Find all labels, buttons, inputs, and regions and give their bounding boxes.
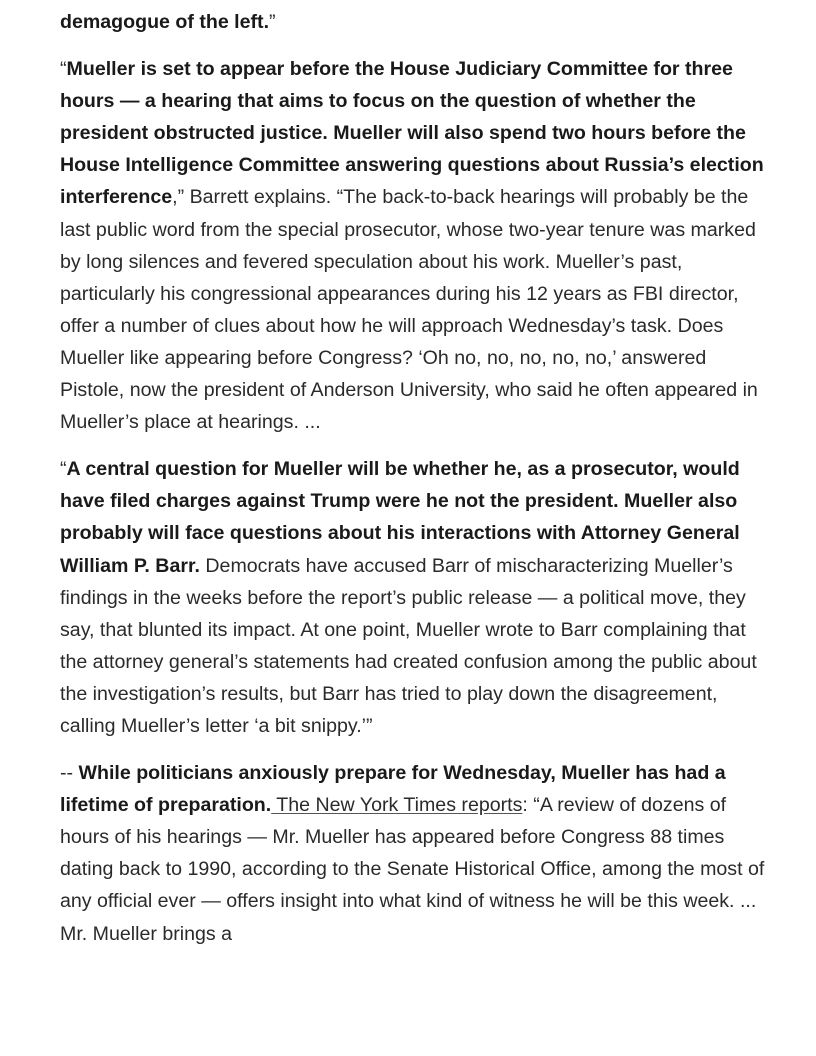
bold-phrase: demagogue of the left.	[60, 11, 270, 33]
open-quote: “	[60, 458, 67, 481]
body-text: ,” Barrett explains. “The back-to-back hearings will probably be the last public word from the special prosecutor, whose two-year tenure was marked by long silences and fevered speculation about his work. Mueller’s past, particularly his congressional appearances during his 12 years as FBI director, offer a number of clues about how he will approach Wednesday’s task. Does Mueller like appearing before Congress? ‘Oh no, no, no, no, no,’ answered Pistole, now the president of Anderson University, who said he often appeared in Mueller’s place at hearings. ...	[60, 186, 758, 434]
paragraph-3	[60, 453, 772, 742]
bold-phrase: While politicians anxiously prepare for Wednesday, Mueller has had a lifetime of preparation.	[60, 762, 726, 817]
body-text: : “A review of dozens of hours of his hearings — Mr. Mueller has appeared before Congress 88 times dating back to 1990, according to the Senate Historical Office, among the most of any official ever — offers insight into what kind of witness he will be this week. ... Mr. Mueller brings a	[60, 794, 765, 945]
paragraph-4	[60, 757, 772, 950]
body-text: ”	[269, 11, 276, 33]
paragraph-2	[60, 53, 772, 438]
open-quote: “	[60, 58, 67, 81]
body-text: Democrats have accused Barr of mischaracterizing Mueller’s findings in the weeks before the report’s public release — a political move, they say, that blunted its impact. At one point, Mueller wrote to Barr complaining that the attorney general’s statements had created confusion among the public about the investigation’s results, but Barr has tried to play down the disagreement, calling Mueller’s letter ‘a bit snippy.’”	[60, 554, 757, 737]
bold-phrase: Mueller is set to appear before the House Judiciary Committee for three hours — a hearing that aims to focus on the question of whether the president obstructed justice. Mueller will also spend two hours before the House Intelligence Committee answering questions about Russia’s election interference	[60, 58, 764, 209]
paragraph-1	[60, 6, 772, 38]
dash-prefix: --	[60, 762, 79, 785]
article-body	[60, 6, 772, 965]
bold-phrase: A central question for Mueller will be whether he, as a prosecutor, would have filed charges against Trump were he not the president. Mueller also probably will face questions about his interactions with Attorney General William P. Barr.	[60, 458, 740, 577]
nyt-link[interactable]: The New York Times reports	[271, 794, 523, 817]
